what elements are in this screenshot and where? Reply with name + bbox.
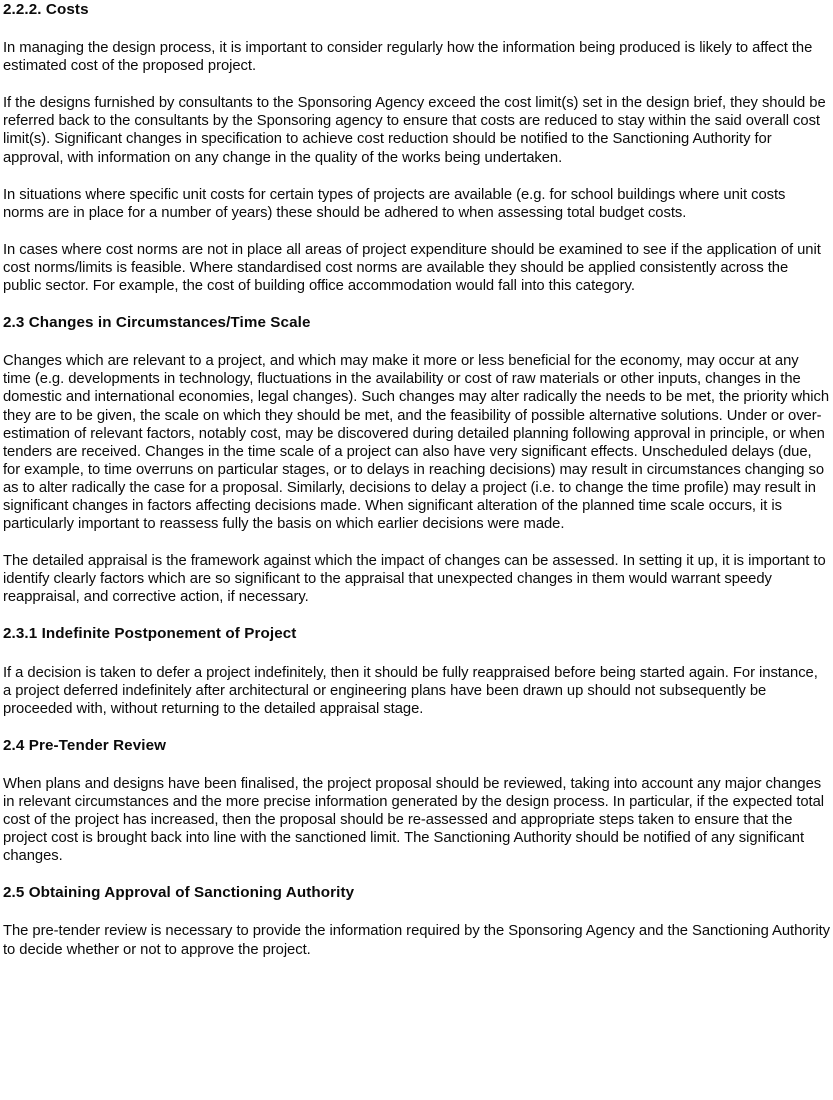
- paragraph-approval-1: The pre-tender review is necessary to provide the information required by the Sponsoring Agency and the Sanctioning Authority to decide whether or not to approve the project.: [3, 923, 830, 958]
- paragraph-postponement-1: If a decision is taken to defer a project indefinitely, then it should be fully reappraised before being started again. For instance, a project deferred indefinitely after architectural or engineering plans have been drawn up should not subsequently be proceeded with, without returning to the detailed appraisal stage.: [3, 664, 818, 717]
- section-heading-obtaining-approval: 2.5 Obtaining Approval of Sanctioning Authority: [3, 884, 355, 902]
- paragraph-costs-3: In situations where specific unit costs for certain types of projects are available (e.g. for school buildings where unit costs norms are in place for a number of years) these should be adhered to when assessing total budget costs.: [3, 186, 786, 221]
- section-heading-changes-in-circumstances: 2.3 Changes in Circumstances/Time Scale: [3, 314, 311, 332]
- section-heading-indefinite-postponement: 2.3.1 Indefinite Postponement of Project: [3, 625, 297, 643]
- paragraph-costs-2: If the designs furnished by consultants to the Sponsoring Agency exceed the cost limit(s) set in the design brief, they should be referred back to the consultants by the Sponsoring agency to ensure that costs are reduced to stay within the said overall cost limit(s). Significant changes in specification to achieve cost reduction should be notified to the Sanctioning Authority for approval, with information on any change in the quality of the works being undertaken.: [3, 95, 826, 166]
- paragraph-pre-tender-1: When plans and designs have been finalised, the project proposal should be reviewed, taking into account any major changes in relevant circumstances and the more precise information generated by the design process. In particular, if the expected total cost of the project has increased, then the proposal should be re-assessed and appropriate steps taken to ensure that the project cost is brought back into line with the sanctioned limit. The Sanctioning Authority should be notified of any significant changes.: [3, 775, 825, 865]
- section-heading-pre-tender-review: 2.4 Pre-Tender Review: [3, 736, 167, 754]
- paragraph-changes-2: The detailed appraisal is the framework against which the impact of changes can be assessed. In setting it up, it is important to identify clearly factors which are so significant to the appraisal that unexpected changes in them would warrant speedy reappraisal, and corrective action, if necessary.: [3, 553, 826, 606]
- paragraph-changes-1: Changes which are relevant to a project, and which may make it more or less beneficial for the economy, may occur at any time (e.g. developments in technology, fluctuations in the availability or cost of raw materials or other inputs, changes in the domestic and international economies, legal changes). Such changes may alter radically the needs to be met, the priority which they are to be given, the scale on which they should be met, and the feasibility of possible alternative solutions. Under or over-estimation of relevant factors, notably cost, may be discovered during detailed planning following approval in principle, or when tenders are received. Changes in the time scale of a project can also have very significant effects. Unscheduled delays (due, for example, to time overruns on particular stages, or to delays in reaching decisions) may result in circumstances changing so as to alter radically the case for a proposal. Similarly, decisions to delay a project (i.e. to change the time profile) may result in significant changes in factors affecting decisions made. When significant alteration of the planned time scale occurs, it is particularly important to reassess fully the basis on which earlier decisions were made.: [3, 353, 830, 533]
- paragraph-costs-4: In cases where cost norms are not in place all areas of project expenditure should be examined to see if the application of unit cost norms/limits is feasible. Where standardised cost norms are available they should be applied consistently across the public sector. For example, the cost of building office accommodation would fall into this category.: [3, 241, 821, 295]
- paragraph-costs-1: In managing the design process, it is important to consider regularly how the information being produced is likely to affect the estimated cost of the proposed project.: [3, 40, 813, 75]
- section-heading-costs: 2.2.2. Costs: [3, 1, 89, 18]
